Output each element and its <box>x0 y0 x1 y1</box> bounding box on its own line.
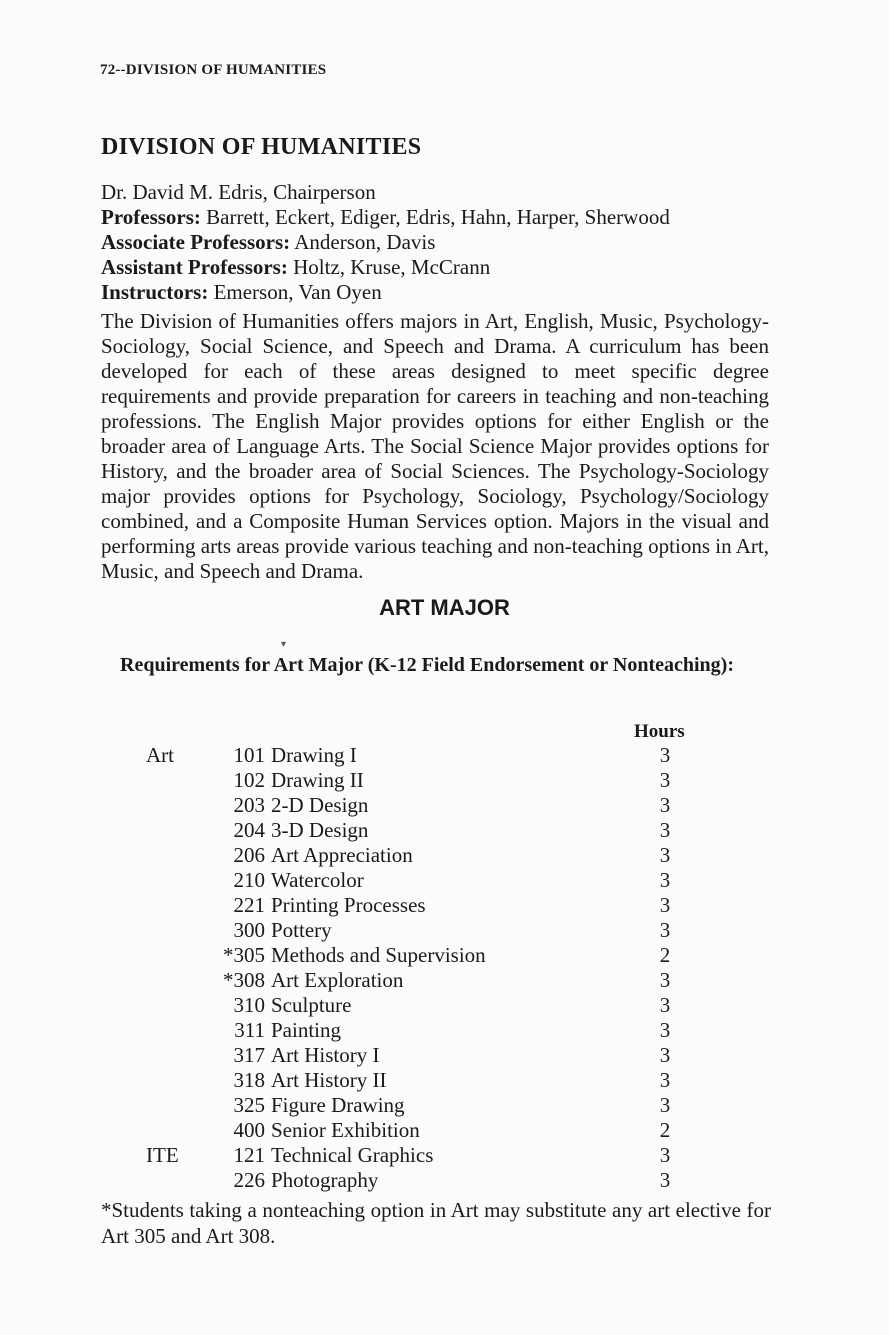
faculty-label: Assistant Professors: <box>101 255 288 279</box>
table-row <box>0 868 889 893</box>
course-title: Painting <box>271 1018 342 1042</box>
course-hours: 3 <box>659 918 671 942</box>
course-title: Drawing I <box>271 743 357 767</box>
course-number: 102 <box>233 768 265 792</box>
course-hours: 3 <box>659 893 671 917</box>
faculty-row-assistant <box>101 255 781 280</box>
course-number: 400 <box>233 1118 265 1142</box>
course-dept: ITE <box>146 1143 179 1167</box>
course-hours: 3 <box>659 793 671 817</box>
division-title: DIVISION OF HUMANITIES <box>101 134 422 160</box>
course-number: 101 <box>233 743 265 767</box>
course-title: Senior Exhibition <box>271 1118 420 1142</box>
table-row <box>0 918 889 943</box>
course-number: 310 <box>233 993 265 1017</box>
table-row <box>0 743 889 768</box>
chairperson: Dr. David M. Edris, Chairperson <box>101 180 376 204</box>
course-hours: 3 <box>659 1093 671 1117</box>
course-title: Pottery <box>271 918 332 942</box>
faculty-list <box>101 180 781 305</box>
faculty-label: Instructors: <box>101 280 209 304</box>
table-row <box>0 1043 889 1068</box>
course-title: Technical Graphics <box>271 1143 434 1167</box>
table-row <box>0 1093 889 1118</box>
course-number: 318 <box>233 1068 265 1092</box>
intro-paragraph <box>101 309 769 584</box>
course-title: Methods and Supervision <box>271 943 486 967</box>
requirements-heading: Requirements for Art Major (K-12 Field Endorsement or Nonteaching): <box>120 654 734 676</box>
course-hours: 3 <box>659 868 671 892</box>
footnote: *Students taking a nonteaching option in Art may substitute any art elective for Art 305 and Art 308. <box>101 1198 771 1248</box>
faculty-label: Associate Professors: <box>101 230 291 254</box>
course-title: Art Exploration <box>271 968 404 992</box>
course-number: 300 <box>233 918 265 942</box>
course-hours: 3 <box>659 968 671 992</box>
course-number: *305 <box>223 943 265 967</box>
course-number: 221 <box>233 893 265 917</box>
table-row <box>0 893 889 918</box>
course-title: Art Appreciation <box>271 843 413 867</box>
table-row <box>0 968 889 993</box>
course-title: Photography <box>271 1168 379 1192</box>
table-row <box>0 818 889 843</box>
course-hours: 3 <box>659 993 671 1017</box>
course-number: *308 <box>223 968 265 992</box>
table-row <box>0 1068 889 1093</box>
course-dept: Art <box>146 743 174 767</box>
running-head: 72--DIVISION OF HUMANITIES <box>100 62 327 78</box>
course-title: Printing Processes <box>271 893 426 917</box>
table-row <box>0 993 889 1018</box>
course-hours: 3 <box>659 843 671 867</box>
course-title: 3-D Design <box>271 818 369 842</box>
faculty-row-instructors <box>101 280 781 305</box>
intro-text: The Division of Humanities offers majors in Art, English, Music, Psychology-Sociology, Social Science, and Speech and Drama. A curriculum has been developed for each of these areas designed to meet specific degree requirements and provide preparation for careers in teaching and non-teaching professions. The English Major provides options for either English or the broader area of Language Arts. The Social Science Major provides options for History, and the broader area of Social Sciences. The Psychology-Sociology major provides options for Psychology, Sociology, Psychology/Sociology combined, and a Composite Human Services option. Majors in the visual and performing arts areas provide various teaching and non-teaching options in Art, Music, and Speech and Drama. <box>101 309 769 583</box>
table-row <box>0 1168 889 1193</box>
course-hours: 2 <box>659 1118 671 1142</box>
course-title: Art History I <box>271 1043 380 1067</box>
course-title: Figure Drawing <box>271 1093 405 1117</box>
table-row <box>0 793 889 818</box>
faculty-names: Barrett, Eckert, Ediger, Edris, Hahn, Harper, Sherwood <box>206 205 670 229</box>
course-hours: 3 <box>659 1043 671 1067</box>
table-row <box>0 768 889 793</box>
course-hours: 3 <box>659 1018 671 1042</box>
course-number: 204 <box>233 818 265 842</box>
faculty-row-associate <box>101 230 781 255</box>
faculty-label: Professors: <box>101 205 201 229</box>
course-hours: 3 <box>659 1068 671 1092</box>
section-title: ART MAJOR <box>379 595 510 620</box>
course-number: 121 <box>233 1143 265 1167</box>
faculty-names: Emerson, Van Oyen <box>213 280 382 304</box>
hours-column-header: Hours <box>634 721 685 742</box>
course-hours: 3 <box>659 818 671 842</box>
table-row <box>0 1018 889 1043</box>
course-hours: 2 <box>659 943 671 967</box>
course-title: Art History II <box>271 1068 387 1092</box>
course-number: 226 <box>233 1168 265 1192</box>
course-hours: 3 <box>659 768 671 792</box>
course-number: 325 <box>233 1093 265 1117</box>
faculty-names: Anderson, Davis <box>294 230 436 254</box>
course-number: 206 <box>233 843 265 867</box>
table-row <box>0 843 889 868</box>
course-title: Sculpture <box>271 993 352 1017</box>
course-title: 2-D Design <box>271 793 369 817</box>
table-row <box>0 1143 889 1168</box>
course-number: 317 <box>233 1043 265 1067</box>
course-title: Watercolor <box>271 868 364 892</box>
course-title: Drawing II <box>271 768 364 792</box>
course-hours: 3 <box>659 743 671 767</box>
faculty-names: Holtz, Kruse, McCrann <box>293 255 491 279</box>
table-row <box>0 1118 889 1143</box>
course-hours: 3 <box>659 1168 671 1192</box>
course-hours: 3 <box>659 1143 671 1167</box>
stray-mark: ▾ <box>281 639 287 650</box>
faculty-row-professors <box>101 205 781 230</box>
course-table <box>0 743 889 1193</box>
course-number: 210 <box>233 868 265 892</box>
course-number: 203 <box>233 793 265 817</box>
table-row <box>0 943 889 968</box>
course-number: 311 <box>234 1018 265 1042</box>
